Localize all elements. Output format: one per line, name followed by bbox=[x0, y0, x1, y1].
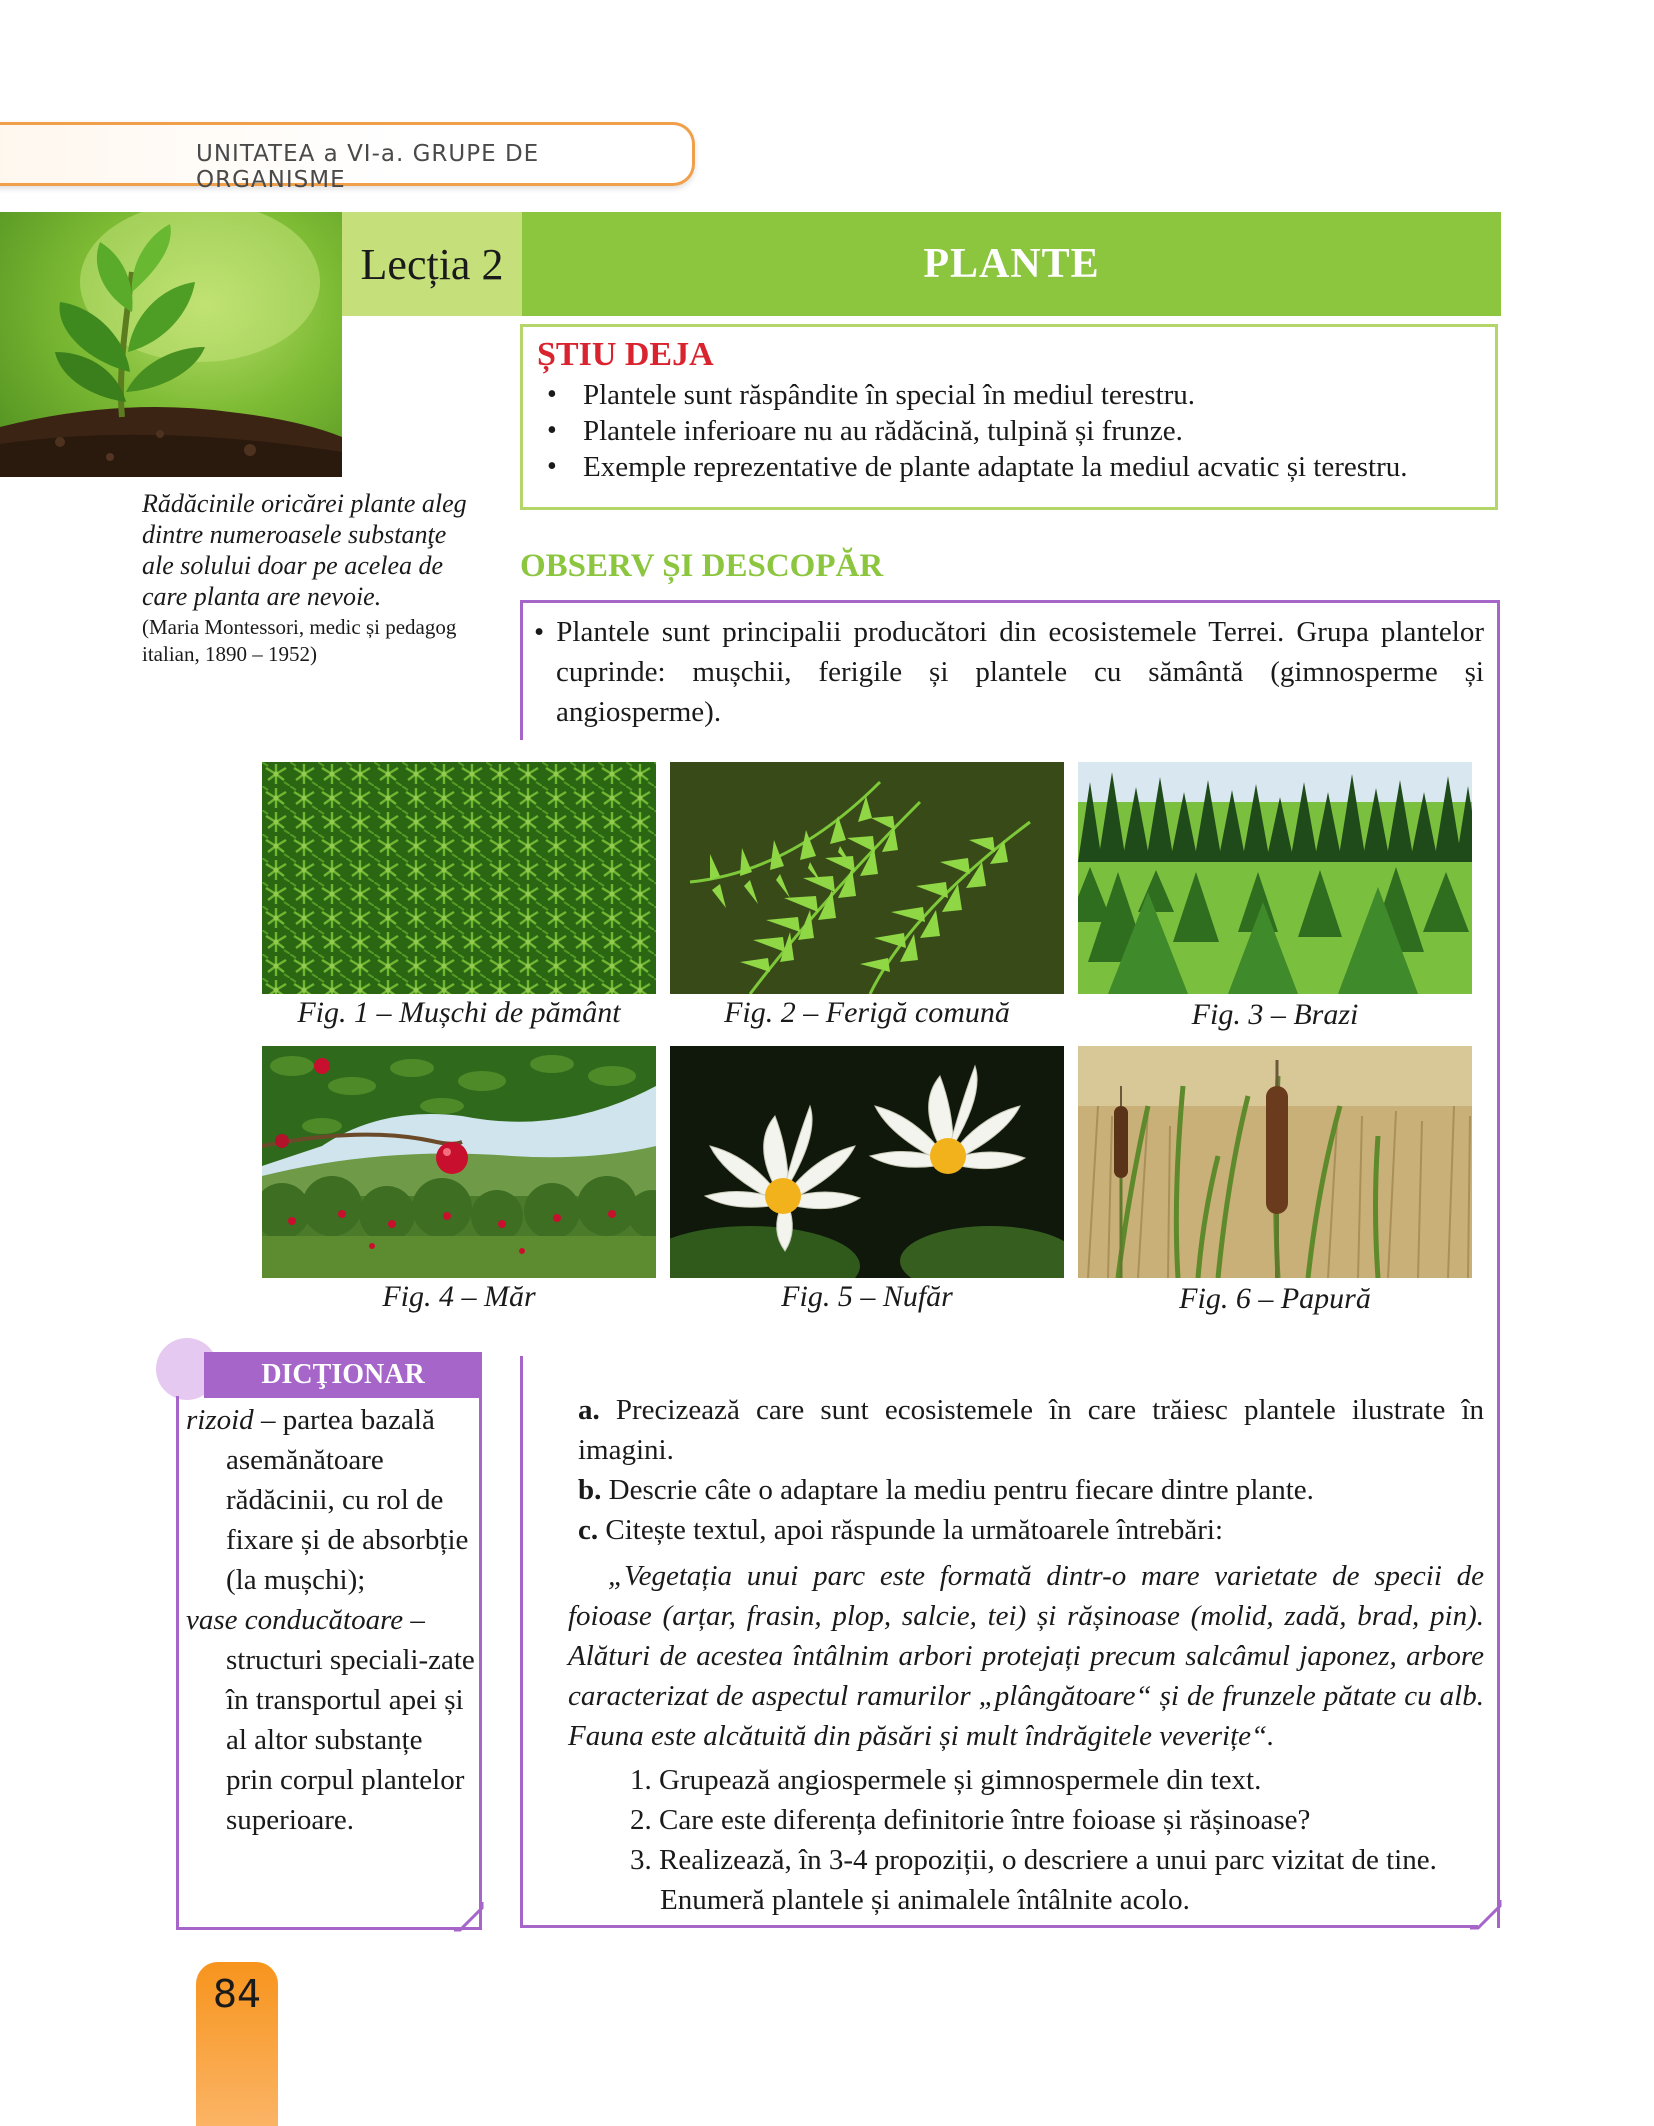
task-text: Descrie câte o adaptare la mediu pentru fiecare dintre plante. bbox=[608, 1474, 1314, 1506]
page-number: 84 bbox=[212, 1972, 262, 2016]
figure-caption: Fig. 3 – Brazi bbox=[1191, 998, 1359, 1031]
dictionary-entry bbox=[186, 1400, 476, 1600]
task-quote: „Vegetația unui parc este formată dintr-o mare varietate de specii de foioase (arțar, frasin, plop, salcie, tei) și rășinoase (molid, zadă, brad, pin). Alături de acestea întâlnim arbori protejați precum salcâmul japonez, arbore caracterizat de aspectul ramurilor „plângătoare“ și de frunzele pătate cu alb. Fauna este alcătuită din păsări și mult îndrăgitele veverițe“. bbox=[568, 1560, 1484, 1752]
dictionary-separator: – bbox=[403, 1604, 425, 1636]
figure-apple-tree bbox=[262, 1046, 656, 1278]
list-item: • Exemple reprezentative de plante adaptate la mediul acvatic și terestru. bbox=[535, 449, 1483, 485]
task-letter: c. bbox=[578, 1514, 599, 1546]
list-item: • Plantele sunt răspândite în special în mediul terestru. bbox=[535, 377, 1483, 413]
observ-border-left-top bbox=[520, 600, 523, 740]
dictionary-title: DICŢIONAR bbox=[204, 1352, 482, 1398]
tasks bbox=[568, 1390, 1485, 1920]
figure-water-lily bbox=[670, 1046, 1064, 1278]
list-item: • Plantele inferioare nu au rădăcină, tulpină și frunze. bbox=[535, 413, 1483, 449]
figure-caption: Fig. 6 – Papură bbox=[1179, 1282, 1371, 1315]
observ-border-left-bottom bbox=[520, 1356, 523, 1928]
stiu-deja-list bbox=[535, 377, 1483, 485]
dictionary-definition: structuri speciali-zate în transportul apei și al altor substanțe prin corpul plantelor superioare. bbox=[226, 1644, 475, 1836]
figure-cattail bbox=[1078, 1046, 1472, 1278]
task-text: Citește textul, apoi răspunde la următoarele întrebări: bbox=[605, 1514, 1224, 1546]
task-c bbox=[578, 1510, 1484, 1550]
sprout-photo bbox=[0, 212, 342, 477]
observ-border-bottom bbox=[520, 1925, 1478, 1928]
stiu-deja-title: ȘTIU DEJA bbox=[537, 336, 714, 373]
question-item: 2. Care este diferența definitorie între foioase și rășinoase? bbox=[630, 1804, 1311, 1836]
quote bbox=[142, 488, 467, 668]
lesson-number: Lecția 2 bbox=[342, 212, 522, 316]
observ-text: • Plantele sunt principalii producători din ecosistemele Terrei. Grupa plantelor cuprinde: mușchii, ferigile și plantele cu sământă (gimnosperme și angiosperme). bbox=[534, 616, 1484, 728]
dictionary-definition: asemănătoare rădăcinii, cu rol de fixare și de absorbție (la mușchi); bbox=[226, 1444, 469, 1596]
task-b bbox=[578, 1470, 1484, 1510]
figure-fern bbox=[670, 762, 1064, 994]
figure-caption: Fig. 4 – Măr bbox=[382, 1280, 536, 1313]
observ-title: OBSERV ȘI DESCOPĂR bbox=[520, 548, 884, 584]
task-letter: a. bbox=[578, 1394, 600, 1426]
question-list bbox=[630, 1760, 1484, 1920]
task-a bbox=[578, 1390, 1484, 1470]
dictionary-entry bbox=[186, 1600, 476, 1840]
figure-fir-trees bbox=[1078, 762, 1472, 994]
dictionary-separator: – partea bazală bbox=[253, 1404, 435, 1436]
figure-moss bbox=[262, 762, 656, 994]
figure-caption: Fig. 5 – Nufăr bbox=[781, 1280, 953, 1313]
lesson-title: PLANTE bbox=[522, 212, 1501, 316]
unit-label: UNITATEA a VI-a. GRUPE DE ORGANISME bbox=[196, 141, 540, 193]
unit-header bbox=[0, 122, 695, 193]
quote-author: (Maria Montessori, medic și pedagog italian, 1890 – 1952) bbox=[142, 615, 457, 666]
task-letter: b. bbox=[578, 1474, 602, 1506]
page-number-tab bbox=[196, 1962, 278, 2126]
dictionary-term: rizoid bbox=[186, 1404, 254, 1436]
question-item: 3. Realizează, în 3-4 propoziții, o descriere a unui parc vizitat de tine. Enumeră plantele și animalele întâlnite acolo. bbox=[630, 1844, 1437, 1916]
task-text: Precizează care sunt ecosistemele în care trăiesc plantele ilustrate în imagini. bbox=[578, 1394, 1485, 1466]
figure-caption: Fig. 1 – Mușchi de pământ bbox=[297, 996, 621, 1029]
question-item: 1. Grupează angiospermele și gimnospermele din text. bbox=[630, 1764, 1262, 1796]
figure-caption: Fig. 2 – Ferigă comună bbox=[724, 996, 1010, 1029]
stiu-deja-box bbox=[520, 324, 1498, 510]
dictionary-corner bbox=[454, 1902, 486, 1934]
dictionary-term: vase conducătoare bbox=[186, 1604, 404, 1636]
dictionary-text bbox=[186, 1400, 476, 1840]
quote-text: Rădăcinile oricărei plante aleg dintre numeroasele substanţe ale solului doar pe acelea de care planta are nevoie. bbox=[142, 489, 467, 611]
